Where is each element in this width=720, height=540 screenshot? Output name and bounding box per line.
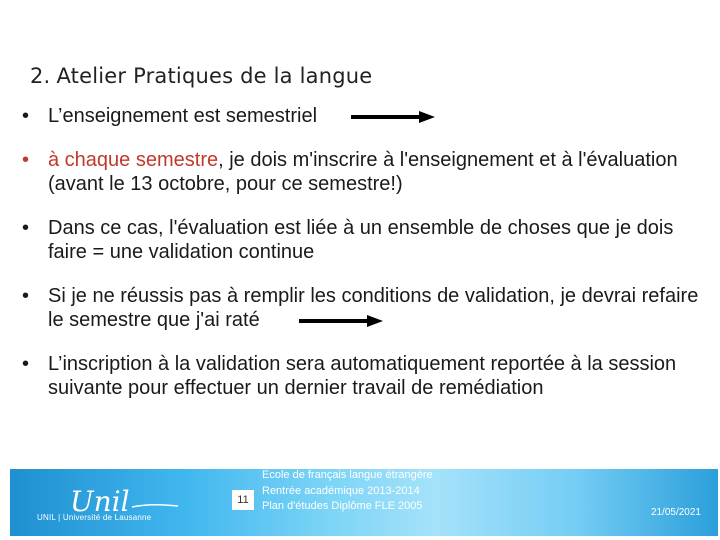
footer-line: Rentrée académique 2013-2014 — [262, 484, 420, 497]
footer-line: Ecole de français langue étrangère — [262, 469, 433, 481]
bullet-dot: • — [22, 284, 30, 307]
bullet-item — [22, 104, 702, 129]
bullet-text: Si je ne réussis pas à remplir les conditions de validation, je devrai refaire le semestre que j'ai raté — [48, 284, 699, 331]
bullet-text: Dans ce cas, l'évaluation est liée à un ensemble de choses que je dois faire = une validation continue — [48, 216, 674, 263]
bullet-text: , je dois m'inscrire à l'enseignement et à l'évaluation (avant le 13 octobre, pour ce semestre!) — [48, 148, 678, 195]
bullet-item — [22, 352, 702, 401]
bullet-list — [22, 104, 702, 401]
bullet-highlight: à chaque semestre — [48, 148, 219, 171]
bullet-text: L’inscription à la validation sera automatiquement reportée à la session suivante pour effectuer un dernier travail de remédiation — [48, 352, 677, 399]
arrow-right-icon — [351, 110, 435, 124]
footer-info — [262, 468, 433, 515]
bullet-text: L’enseignement est semestriel — [48, 105, 318, 127]
logo-subtitle: UNIL | Université de Lausanne — [37, 513, 152, 522]
footer-line: Plan d'études Diplôme FLE 2005 — [262, 500, 423, 512]
page-number: 11 — [232, 490, 254, 510]
bullet-item — [22, 284, 702, 333]
title-number: 2. — [30, 64, 51, 88]
bullet-dot: • — [22, 352, 30, 375]
bullet-dot: • — [22, 105, 30, 127]
slide-title — [30, 64, 372, 88]
logo-wordmark: Unil — [70, 485, 130, 518]
bullet-item — [22, 148, 702, 197]
arrow-right-icon — [299, 314, 383, 328]
title-text: Atelier Pratiques de la langue — [56, 64, 373, 88]
bullet-dot: • — [22, 148, 30, 171]
footer-banner — [10, 469, 718, 536]
unil-logo — [30, 477, 210, 532]
slide-date: 21/05/2021 — [650, 507, 701, 518]
bullet-item — [22, 216, 702, 265]
bullet-dot: • — [22, 216, 30, 239]
